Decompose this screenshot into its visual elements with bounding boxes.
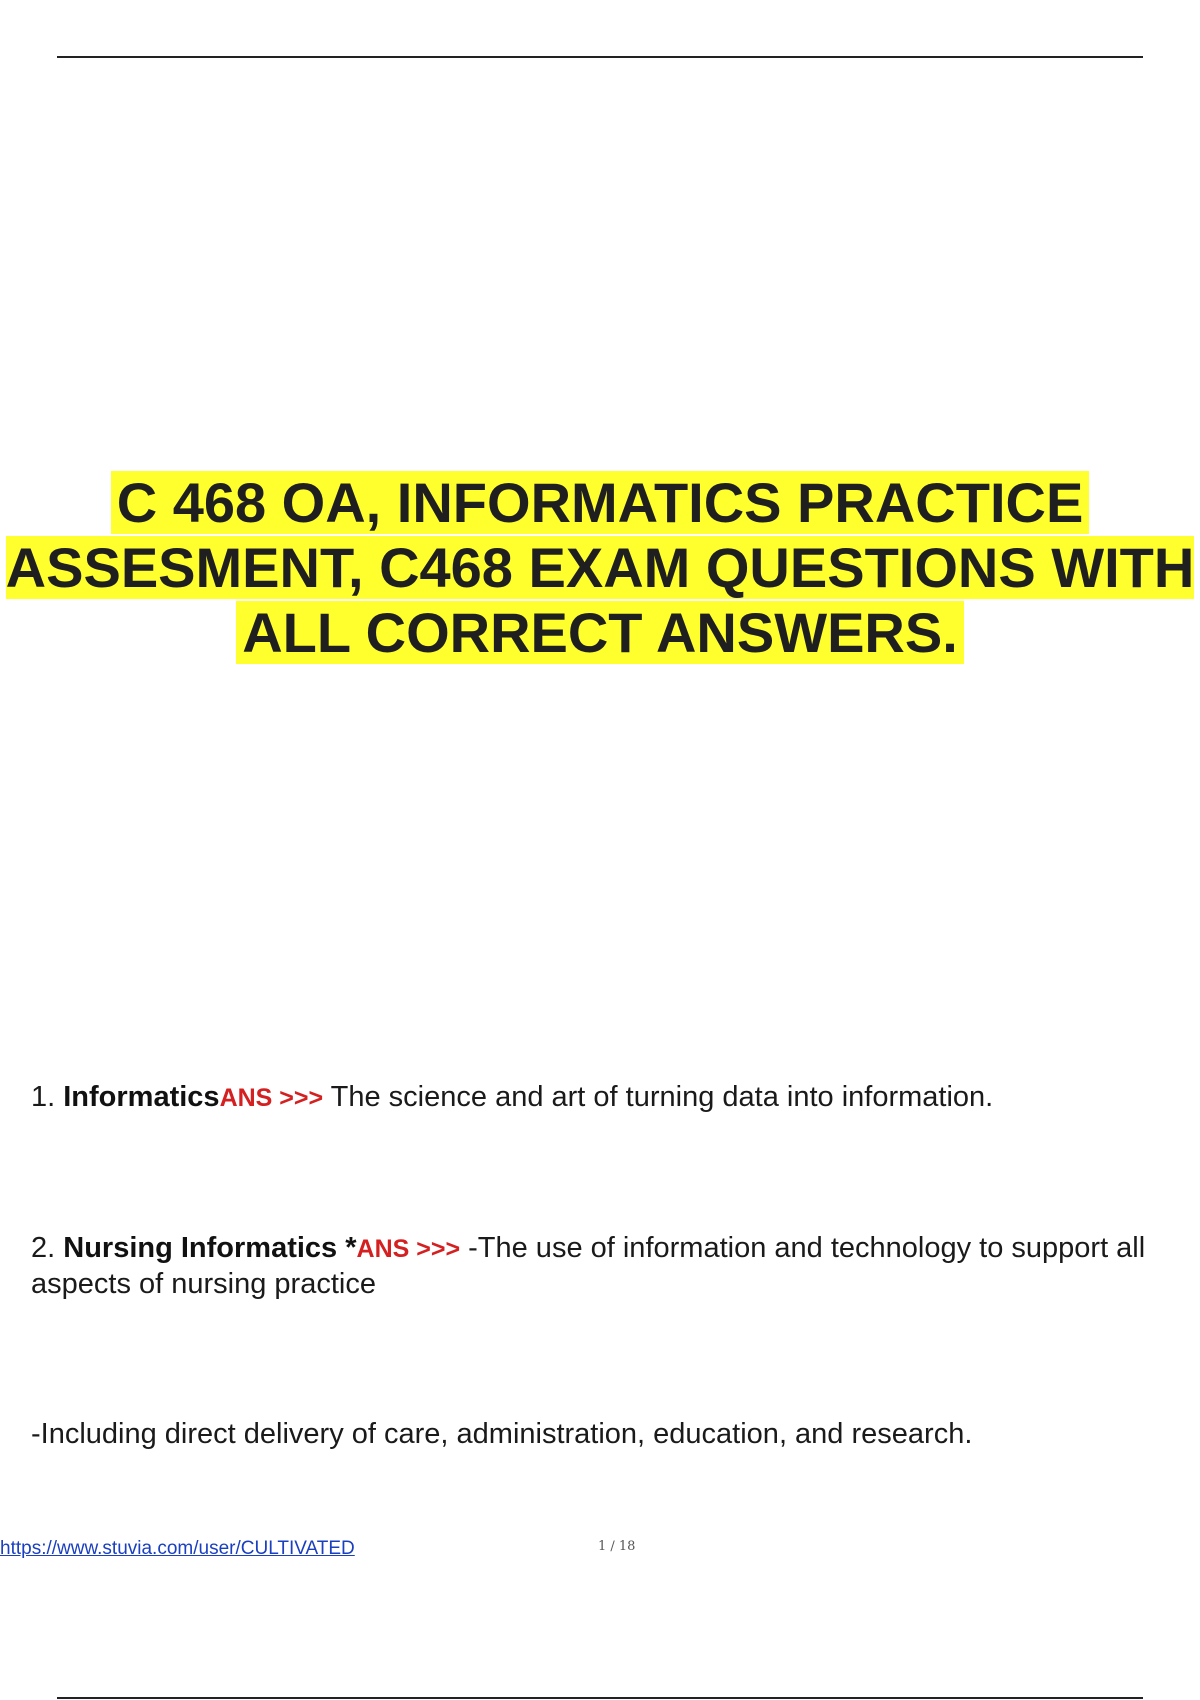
answer-marker: ANS >>> <box>356 1235 461 1263</box>
footer-user-link[interactable]: https://www.stuvia.com/user/CULTIVATED <box>0 1538 355 1559</box>
answer-text: -The use of information and technology to support all aspects of nursing practice <box>31 1232 1146 1300</box>
question-number: 2. <box>31 1232 56 1264</box>
title-line-2: ASSESMENT, C468 EXAM QUESTIONS WITH <box>5 536 1195 599</box>
question-term: Informatics <box>63 1081 220 1113</box>
question-item-1 <box>31 1080 1151 1116</box>
question-number: 1. <box>31 1081 56 1113</box>
document-title <box>0 470 1200 665</box>
page-number: 1 / 18 <box>598 1539 636 1554</box>
title-line-1: C 468 OA, INFORMATICS PRACTICE <box>0 470 1200 535</box>
answer-continuation: -Including direct delivery of care, administration, education, and research. <box>31 1418 973 1450</box>
question-item-2 <box>31 1231 1151 1302</box>
top-rule <box>57 56 1143 58</box>
question-term: Nursing Informatics * <box>63 1232 357 1264</box>
answer-text: The science and art of turning data into information. <box>330 1081 994 1113</box>
title-line-3: ALL CORRECT ANSWERS. <box>0 600 1200 665</box>
bottom-rule <box>57 1697 1143 1699</box>
answer-marker: ANS >>> <box>219 1084 324 1112</box>
